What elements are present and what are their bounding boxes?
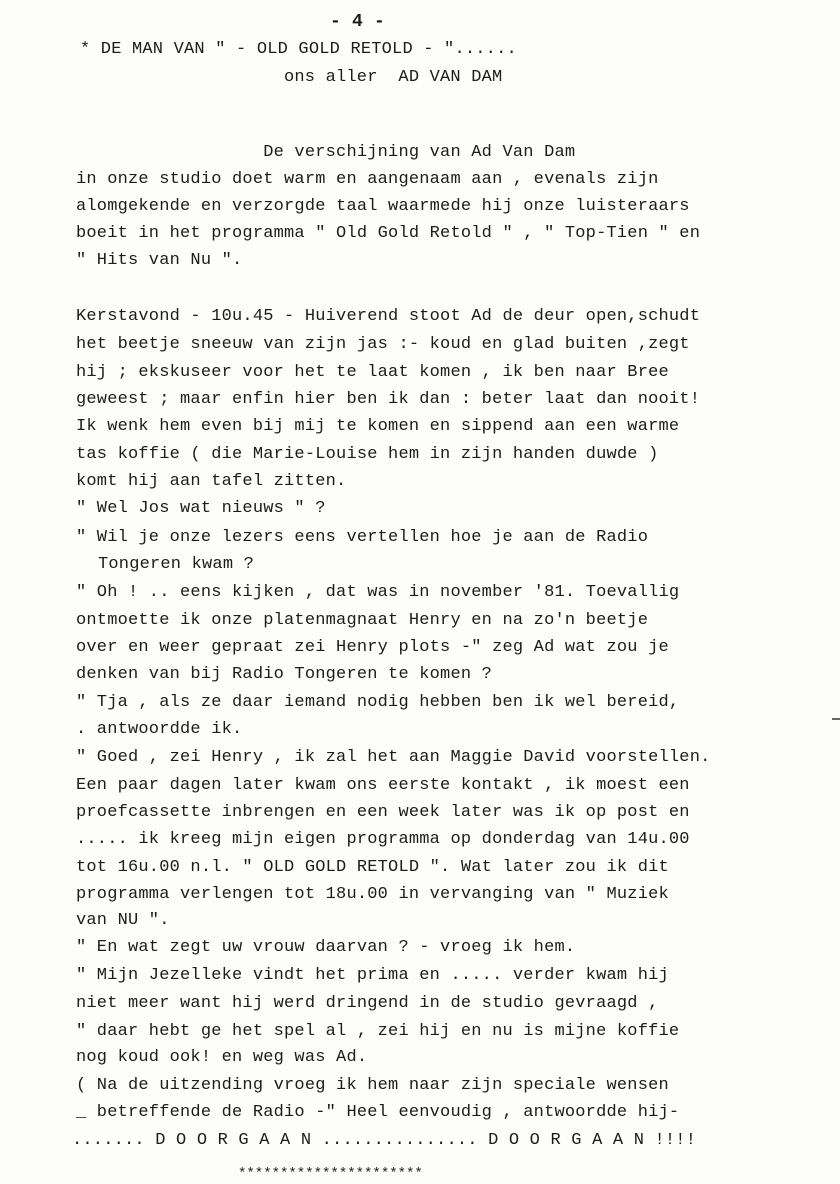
text-line: ....... D O O R G A A N ............... D O O R G A A N !!!! [72, 1131, 697, 1150]
text-line: hij ; ekskuseer voor het te laat komen , ik ben naar Bree [76, 363, 669, 382]
text-line: " Tja , als ze daar iemand nodig hebben ben ik wel bereid, [76, 693, 680, 712]
text-line: proefcassette inbrengen en een week later was ik op post en [76, 803, 690, 822]
text-line: niet meer want hij werd dringend in de studio gevraagd , [76, 994, 659, 1013]
text-line: boeit in het programma " Old Gold Retold " , " Top-Tien " en [76, 224, 701, 243]
text-line: " Mijn Jezelleke vindt het prima en ..... verder kwam hij [76, 966, 669, 985]
text-line: _ betreffende de Radio -" Heel eenvoudig , antwoordde hij- [76, 1103, 680, 1122]
text-line: Ik wenk hem even bij mij te komen en sippend aan een warme [76, 417, 680, 436]
text-line: alomgekende en verzorgde taal waarmede hij onze luisteraars [76, 197, 690, 216]
text-line: programma verlengen tot 18u.00 in vervanging van " Muziek [76, 885, 669, 904]
text-line: nog koud ook! en weg was Ad. [76, 1048, 368, 1067]
text-line: " Wel Jos wat nieuws " ? [76, 499, 326, 518]
text-line: het beetje sneeuw van zijn jas :- koud en glad buiten ,zegt [76, 335, 690, 354]
text-line: geweest ; maar enfin hier ben ik dan : beter laat dan nooit! [76, 390, 701, 409]
margin-mark [832, 718, 840, 720]
text-line: tot 16u.00 n.l. " OLD GOLD RETOLD ". Wat later zou ik dit [76, 858, 669, 877]
text-line: De verschijning van Ad Van Dam [76, 143, 576, 162]
text-line: denken van bij Radio Tongeren te komen ? [76, 665, 493, 684]
text-line: komt hij aan tafel zitten. [76, 472, 347, 491]
text-line: " Goed , zei Henry , ik zal het aan Maggie David voorstellen. [76, 748, 711, 767]
text-line: over en weer gepraat zei Henry plots -" zeg Ad wat zou je [76, 638, 669, 657]
article-subtitle: ons aller AD VAN DAM [284, 68, 503, 87]
text-line: " Wil je onze lezers eens vertellen hoe je aan de Radio [76, 528, 649, 547]
article-title: * DE MAN VAN " - OLD GOLD RETOLD - "...... [80, 40, 517, 59]
text-line: ..... ik kreeg mijn eigen programma op donderdag van 14u.00 [76, 830, 690, 849]
text-line: ontmoette ik onze platenmagnaat Henry en na zo'n beetje [76, 611, 649, 630]
text-line: Een paar dagen later kwam ons eerste kontakt , ik moest een [76, 776, 690, 795]
text-line: " En wat zegt uw vrouw daarvan ? - vroeg ik hem. [76, 938, 576, 957]
text-line: Tongeren kwam ? [98, 555, 255, 574]
text-line: Kerstavond - 10u.45 - Huiverend stoot Ad de deur open,schudt [76, 307, 701, 326]
text-line: tas koffie ( die Marie-Louise hem in zijn handen duwde ) [76, 445, 659, 464]
text-line: " Oh ! .. eens kijken , dat was in november '81. Toevallig [76, 583, 680, 602]
text-line: " daar hebt ge het spel al , zei hij en nu is mijne koffie [76, 1022, 680, 1041]
text-line: . antwoordde ik. [76, 720, 243, 739]
text-line: ( Na de uitzending vroeg ik hem naar zijn speciale wensen [76, 1076, 669, 1095]
text-line: in onze studio doet warm en aangenaam aan , evenals zijn [76, 170, 659, 189]
text-line: van NU ". [76, 911, 170, 930]
footer-separator: ********************** [238, 1166, 423, 1182]
text-line: " Hits van Nu ". [76, 251, 243, 270]
page-number: - 4 - [330, 12, 386, 32]
